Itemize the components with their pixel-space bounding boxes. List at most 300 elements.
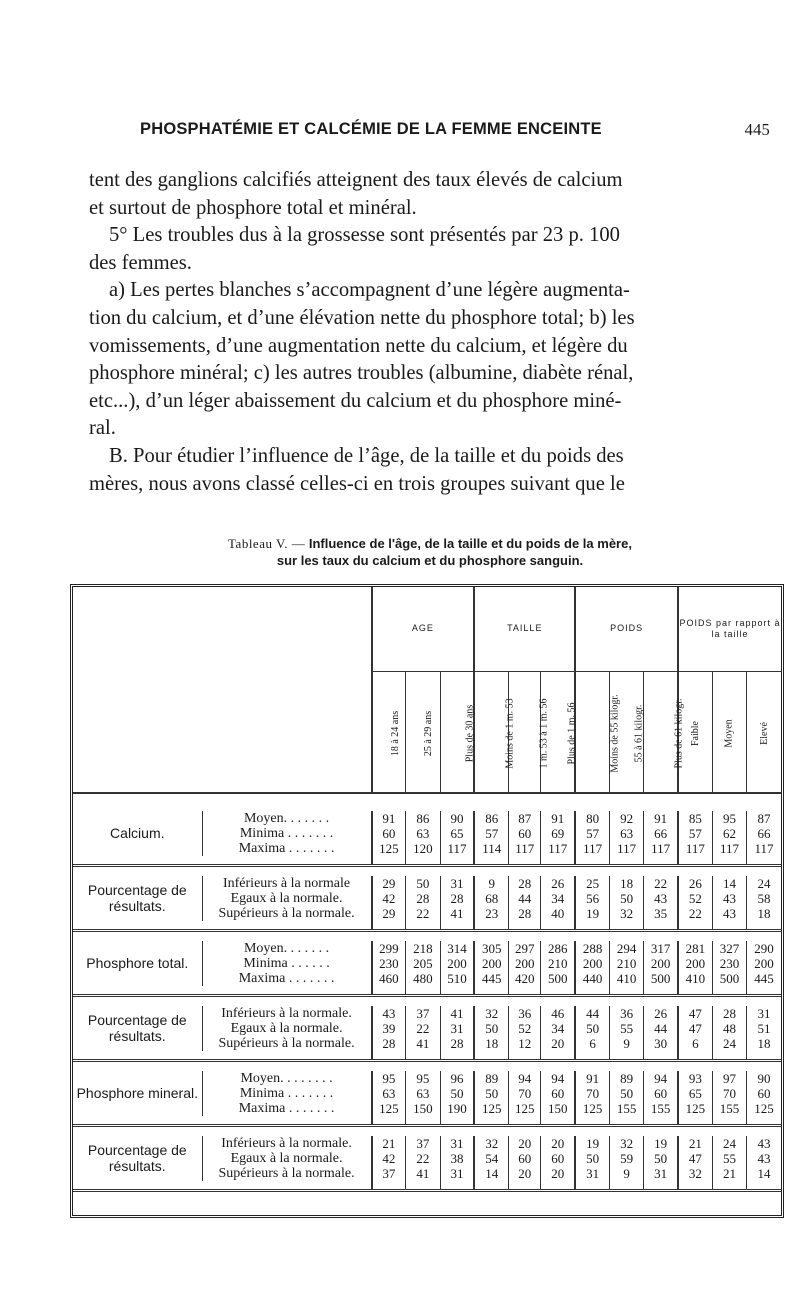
table-cell: 29 bbox=[372, 876, 406, 891]
group-poids-taille: POIDS par rapport à la taille bbox=[678, 587, 781, 671]
table-cell: 50 bbox=[575, 1151, 609, 1166]
table-cell: 125 bbox=[372, 1101, 406, 1116]
table-cell: 91 bbox=[541, 811, 575, 826]
table-cell: 22 bbox=[644, 876, 678, 891]
table-cell: 32 bbox=[609, 1136, 643, 1151]
table-cell: 18 bbox=[474, 1036, 508, 1051]
corner-cell bbox=[73, 587, 372, 793]
table-cell: 32 bbox=[609, 906, 643, 921]
block-rule bbox=[474, 856, 508, 866]
block-label: Pourcentage de résultats. bbox=[87, 882, 187, 914]
block-label: Pourcentage de résultats. bbox=[87, 1142, 187, 1174]
text-line: etc...), d’un léger abaissement du calcium et du phosphore miné- bbox=[89, 389, 622, 412]
table-cell: 12 bbox=[509, 1036, 541, 1051]
table-cell: 50 bbox=[644, 1151, 678, 1166]
table-cell: 40 bbox=[541, 906, 575, 921]
table-cell: 19 bbox=[575, 906, 609, 921]
table-row bbox=[73, 941, 781, 956]
table-cell: 37 bbox=[406, 1136, 440, 1151]
block-rule bbox=[747, 986, 781, 996]
table-cell: 200 bbox=[644, 956, 678, 971]
block-rule bbox=[440, 921, 474, 931]
table-cell: 43 bbox=[644, 891, 678, 906]
table-cell: 57 bbox=[575, 826, 609, 841]
table-cell: 48 bbox=[712, 1021, 746, 1036]
block-rule bbox=[372, 1181, 406, 1191]
block-rule bbox=[73, 921, 372, 931]
table-cell: 31 bbox=[440, 876, 474, 891]
subcolumn-label: Plus de 1 m. 56 bbox=[566, 702, 578, 764]
table-cell: 44 bbox=[575, 1006, 609, 1021]
subcolumn-header bbox=[712, 671, 746, 793]
table-cell: 22 bbox=[406, 906, 440, 921]
table-cell: 55 bbox=[609, 1021, 643, 1036]
table-cell: 70 bbox=[712, 1086, 746, 1101]
table-cell: 230 bbox=[372, 956, 406, 971]
table-cell: 125 bbox=[474, 1101, 508, 1116]
block-label: Phosphore mineral. bbox=[76, 1085, 198, 1101]
table-cell: 94 bbox=[509, 1071, 541, 1086]
table-cell: 94 bbox=[541, 1071, 575, 1086]
table-cell: 14 bbox=[474, 1166, 508, 1181]
table-cell: 69 bbox=[541, 826, 575, 841]
table-cell: 125 bbox=[575, 1101, 609, 1116]
block-rule bbox=[747, 856, 781, 866]
block-spacer bbox=[73, 793, 781, 811]
text-line: et surtout de phosphore total et minéral. bbox=[89, 196, 417, 219]
block-rule bbox=[609, 1181, 643, 1191]
table-cell: 460 bbox=[372, 971, 406, 986]
block-rule bbox=[712, 1116, 746, 1126]
subcolumn-header bbox=[406, 671, 440, 793]
text-line: tion du calcium, et d’une élévation nette du phosphore total; b) les bbox=[89, 306, 635, 329]
table-cell: 35 bbox=[644, 906, 678, 921]
table-cell: 510 bbox=[440, 971, 474, 986]
text-line: vomissements, d’une augmentation nette du calcium, et légère du bbox=[89, 334, 628, 357]
table-cell: 62 bbox=[712, 826, 746, 841]
table-cell: 89 bbox=[609, 1071, 643, 1086]
table-cell: 200 bbox=[678, 956, 712, 971]
block-rule bbox=[712, 856, 746, 866]
table-cell: 294 bbox=[609, 941, 643, 956]
table-cell: 125 bbox=[372, 841, 406, 856]
block-rule bbox=[609, 1116, 643, 1126]
block-rule bbox=[372, 986, 406, 996]
table-cell: 93 bbox=[678, 1071, 712, 1086]
block-rule bbox=[644, 1181, 678, 1191]
table-cell: 43 bbox=[712, 891, 746, 906]
row-label: Supérieurs à la normale. bbox=[202, 1166, 371, 1181]
block-rule bbox=[509, 856, 541, 866]
table-cell: 65 bbox=[440, 826, 474, 841]
table-cell: 50 bbox=[440, 1086, 474, 1101]
block-rule bbox=[644, 986, 678, 996]
table-cell: 87 bbox=[509, 811, 541, 826]
block-rule bbox=[712, 1051, 746, 1061]
table-cell: 50 bbox=[406, 876, 440, 891]
table-cell: 66 bbox=[747, 826, 781, 841]
row-label: Inférieurs à la normale. bbox=[202, 1006, 371, 1021]
table-row bbox=[73, 811, 781, 826]
block-spacer bbox=[73, 1061, 781, 1071]
block-rule bbox=[440, 856, 474, 866]
table-cell: 91 bbox=[372, 811, 406, 826]
subcolumn-header bbox=[644, 671, 685, 793]
table-cell: 297 bbox=[509, 941, 541, 956]
block-rule bbox=[73, 1051, 372, 1061]
table-cell: 117 bbox=[440, 841, 474, 856]
table-cell: 440 bbox=[575, 971, 609, 986]
text-line: phosphore minéral; c) les autres troubles (albumine, diabète rénal, bbox=[89, 362, 634, 385]
block-rule bbox=[372, 921, 406, 931]
table-cell: 210 bbox=[609, 956, 643, 971]
table-cell: 480 bbox=[406, 971, 440, 986]
table-cell: 51 bbox=[747, 1021, 781, 1036]
block-rule bbox=[509, 1116, 541, 1126]
table-cell: 60 bbox=[372, 826, 406, 841]
block-spacer bbox=[73, 866, 781, 876]
table-cell: 50 bbox=[609, 1086, 643, 1101]
block-label: Calcium. bbox=[110, 825, 165, 841]
table-cell: 32 bbox=[474, 1006, 508, 1021]
text-line: ral. bbox=[89, 417, 116, 440]
table-cell: 24 bbox=[747, 876, 781, 891]
table-cell: 60 bbox=[509, 1151, 541, 1166]
table-cell: 200 bbox=[474, 956, 508, 971]
block-rule bbox=[509, 921, 541, 931]
table-cell: 37 bbox=[406, 1006, 440, 1021]
table-cell: 63 bbox=[609, 826, 643, 841]
table-cell: 299 bbox=[372, 941, 406, 956]
row-label: Inférieurs à la normale. bbox=[202, 1136, 371, 1151]
table-cell: 445 bbox=[747, 971, 781, 986]
table-cell: 89 bbox=[474, 1071, 508, 1086]
table-cell: 20 bbox=[541, 1166, 575, 1181]
table-cell: 90 bbox=[747, 1071, 781, 1086]
block-rule bbox=[474, 921, 508, 931]
table-cell: 52 bbox=[678, 891, 712, 906]
table-cell: 117 bbox=[747, 841, 781, 856]
block-rule bbox=[644, 856, 678, 866]
subcolumn-label: Plus de 61 kilogr. bbox=[673, 697, 685, 769]
block-rule bbox=[747, 921, 781, 931]
table-cell: 200 bbox=[747, 956, 781, 971]
table-cell: 28 bbox=[440, 891, 474, 906]
block-rule bbox=[474, 1181, 508, 1191]
row-label: Moyen. . . . . . . bbox=[202, 941, 371, 956]
block-rule bbox=[575, 986, 609, 996]
block-rule bbox=[678, 1116, 712, 1126]
table-cell: 26 bbox=[541, 876, 575, 891]
table-cell: 63 bbox=[406, 1086, 440, 1101]
row-label: Inférieurs à la normale bbox=[202, 876, 371, 891]
table-cell: 80 bbox=[575, 811, 609, 826]
text-line: 5° Les troubles dus à la grossesse sont présentés par 23 p. 100 bbox=[109, 224, 620, 247]
table-cell: 117 bbox=[678, 841, 712, 856]
block-rule bbox=[440, 1116, 474, 1126]
group-poids: POIDS bbox=[575, 587, 678, 671]
block-rule bbox=[474, 986, 508, 996]
block-rule bbox=[747, 1116, 781, 1126]
table-cell: 41 bbox=[406, 1036, 440, 1051]
running-header bbox=[140, 120, 770, 139]
block-rule bbox=[406, 1116, 440, 1126]
subcolumn-header bbox=[747, 671, 781, 793]
block-rule bbox=[509, 1051, 541, 1061]
block-rule bbox=[712, 1181, 746, 1191]
table-cell: 31 bbox=[440, 1136, 474, 1151]
group-taille: TAILLE bbox=[474, 587, 575, 671]
table-cell: 125 bbox=[678, 1101, 712, 1116]
table-cell: 317 bbox=[644, 941, 678, 956]
block-rule bbox=[575, 856, 609, 866]
table-cell: 42 bbox=[372, 1151, 406, 1166]
table-cell: 96 bbox=[440, 1071, 474, 1086]
table-cell: 500 bbox=[541, 971, 575, 986]
subcolumn-label: 18 à 24 ans bbox=[389, 710, 401, 756]
table-cell: 52 bbox=[509, 1021, 541, 1036]
table-cell: 20 bbox=[541, 1036, 575, 1051]
table-cell: 125 bbox=[509, 1101, 541, 1116]
table-cell: 19 bbox=[644, 1136, 678, 1151]
table-cell: 20 bbox=[509, 1136, 541, 1151]
caption-line-2: sur les taux du calcium et du phosphore sanguin. bbox=[276, 553, 584, 568]
table-cell: 22 bbox=[406, 1021, 440, 1036]
table-cell: 19 bbox=[575, 1136, 609, 1151]
table-cell: 57 bbox=[474, 826, 508, 841]
row-label: Maxima . . . . . . . bbox=[202, 971, 371, 986]
subcolumn-label: Moins de 55 kilogr. bbox=[609, 693, 621, 773]
row-label: Minima . . . . . . bbox=[202, 956, 371, 971]
subcolumn-header bbox=[372, 671, 406, 793]
table-cell: 25 bbox=[575, 876, 609, 891]
table-cell: 31 bbox=[440, 1166, 474, 1181]
table-cell: 43 bbox=[747, 1136, 781, 1151]
table-cell: 20 bbox=[509, 1166, 541, 1181]
block-rule bbox=[73, 1116, 372, 1126]
table-cell: 281 bbox=[678, 941, 712, 956]
table-cell: 114 bbox=[474, 841, 508, 856]
table-cell: 26 bbox=[678, 876, 712, 891]
table-cell: 36 bbox=[509, 1006, 541, 1021]
text-line: B. Pour étudier l’influence de l’âge, de la taille et du poids des bbox=[109, 444, 624, 467]
page-number: 445 bbox=[744, 120, 770, 139]
table-cell: 37 bbox=[372, 1166, 406, 1181]
block-rule bbox=[372, 1116, 406, 1126]
table-cell: 87 bbox=[747, 811, 781, 826]
table-cell: 85 bbox=[678, 811, 712, 826]
table-caption bbox=[80, 535, 780, 569]
table-cell: 50 bbox=[474, 1086, 508, 1101]
table-cell: 32 bbox=[474, 1136, 508, 1151]
table-cell: 50 bbox=[474, 1021, 508, 1036]
table-cell: 56 bbox=[575, 891, 609, 906]
table-cell: 117 bbox=[541, 841, 575, 856]
table-cell: 28 bbox=[406, 891, 440, 906]
block-rule bbox=[541, 921, 575, 931]
table-cell: 305 bbox=[474, 941, 508, 956]
table-cell: 60 bbox=[509, 826, 541, 841]
table-cell: 31 bbox=[644, 1166, 678, 1181]
table-cell: 288 bbox=[575, 941, 609, 956]
block-rule bbox=[406, 1051, 440, 1061]
group-age: AGE bbox=[372, 587, 475, 671]
caption-label: Tableau V. — bbox=[228, 536, 306, 551]
table-cell: 21 bbox=[712, 1166, 746, 1181]
block-rule bbox=[541, 986, 575, 996]
table-cell: 155 bbox=[712, 1101, 746, 1116]
table-cell: 24 bbox=[712, 1136, 746, 1151]
table-cell: 21 bbox=[372, 1136, 406, 1151]
block-rule bbox=[644, 921, 678, 931]
table-cell: 22 bbox=[678, 906, 712, 921]
table-cell: 91 bbox=[575, 1071, 609, 1086]
table-cell: 327 bbox=[712, 941, 746, 956]
row-label: Moyen. . . . . . . . bbox=[202, 1071, 371, 1086]
row-label: Egaux à la normale. bbox=[202, 891, 371, 906]
table-cell: 60 bbox=[541, 1086, 575, 1101]
table-cell: 9 bbox=[609, 1166, 643, 1181]
subcolumn-label: Elevé bbox=[758, 721, 770, 745]
table-cell: 218 bbox=[406, 941, 440, 956]
block-rule bbox=[609, 986, 643, 996]
table-cell: 59 bbox=[609, 1151, 643, 1166]
table-cell: 200 bbox=[575, 956, 609, 971]
table-cell: 6 bbox=[678, 1036, 712, 1051]
table-cell: 24 bbox=[712, 1036, 746, 1051]
row-label: Maxima . . . . . . . bbox=[202, 1101, 371, 1116]
table-cell: 28 bbox=[509, 876, 541, 891]
subcolumn-header bbox=[440, 671, 474, 793]
block-rule bbox=[678, 856, 712, 866]
table-cell: 314 bbox=[440, 941, 474, 956]
table-cell: 38 bbox=[440, 1151, 474, 1166]
block-rule bbox=[406, 1181, 440, 1191]
table-cell: 190 bbox=[440, 1101, 474, 1116]
table-cell: 55 bbox=[712, 1151, 746, 1166]
block-label: Phosphore total. bbox=[86, 955, 189, 971]
text-line: a) Les pertes blanches s’accompagnent d’une légère augmenta- bbox=[109, 279, 630, 302]
table-cell: 31 bbox=[440, 1021, 474, 1036]
block-rule bbox=[73, 1181, 372, 1191]
table-cell: 29 bbox=[372, 906, 406, 921]
table-cell: 92 bbox=[609, 811, 643, 826]
block-rule bbox=[575, 1116, 609, 1126]
block-rule bbox=[440, 1181, 474, 1191]
block-rule bbox=[678, 986, 712, 996]
table-cell: 32 bbox=[678, 1166, 712, 1181]
table-cell: 41 bbox=[440, 906, 474, 921]
table-cell: 44 bbox=[509, 891, 541, 906]
table-cell: 200 bbox=[440, 956, 474, 971]
table-cell: 117 bbox=[575, 841, 609, 856]
table-cell: 36 bbox=[609, 1006, 643, 1021]
table-cell: 41 bbox=[440, 1006, 474, 1021]
table-cell: 155 bbox=[644, 1101, 678, 1116]
table-cell: 230 bbox=[712, 956, 746, 971]
caption-line-1: Influence de l'âge, de la taille et du poids de la mère, bbox=[308, 536, 632, 551]
table-cell: 39 bbox=[372, 1021, 406, 1036]
table-row bbox=[73, 1071, 781, 1086]
subcolumn-label: 25 à 29 ans bbox=[423, 710, 435, 756]
table-row bbox=[73, 1136, 781, 1151]
block-rule bbox=[474, 1116, 508, 1126]
table-cell: 18 bbox=[747, 906, 781, 921]
table-cell: 43 bbox=[712, 906, 746, 921]
table-cell: 54 bbox=[474, 1151, 508, 1166]
table-cell: 94 bbox=[644, 1071, 678, 1086]
table-cell: 120 bbox=[406, 841, 440, 856]
subcolumn-header bbox=[575, 671, 621, 793]
block-rule bbox=[73, 856, 372, 866]
subcolumn-label: 55 à 61 kilogr. bbox=[633, 704, 645, 762]
table-cell: 68 bbox=[474, 891, 508, 906]
table-cell: 200 bbox=[509, 956, 541, 971]
block-spacer bbox=[73, 931, 781, 941]
row-label: Egaux à la normale. bbox=[202, 1021, 371, 1036]
table-cell: 18 bbox=[747, 1036, 781, 1051]
row-label: Moyen. . . . . . . bbox=[202, 811, 371, 826]
block-rule bbox=[678, 1181, 712, 1191]
table-cell: 410 bbox=[678, 971, 712, 986]
table-cell: 445 bbox=[474, 971, 508, 986]
row-label: Supérieurs à la normale. bbox=[202, 906, 371, 921]
table-cell: 60 bbox=[747, 1086, 781, 1101]
block-rule bbox=[372, 1051, 406, 1061]
table-cell: 210 bbox=[541, 956, 575, 971]
row-label: Minima . . . . . . . bbox=[202, 826, 371, 841]
table-cell: 500 bbox=[712, 971, 746, 986]
table-cell: 286 bbox=[541, 941, 575, 956]
subcolumn-label: Plus de 30 ans bbox=[463, 704, 475, 762]
table-cell: 50 bbox=[609, 891, 643, 906]
table-cell: 6 bbox=[575, 1036, 609, 1051]
block-rule bbox=[678, 921, 712, 931]
block-rule bbox=[541, 856, 575, 866]
table-cell: 420 bbox=[509, 971, 541, 986]
block-rule bbox=[609, 921, 643, 931]
table-cell: 47 bbox=[678, 1151, 712, 1166]
block-rule bbox=[609, 856, 643, 866]
block-rule bbox=[747, 1181, 781, 1191]
table-cell: 70 bbox=[575, 1086, 609, 1101]
row-label: Minima . . . . . . . bbox=[202, 1086, 371, 1101]
table-cell: 46 bbox=[541, 1006, 575, 1021]
table-cell: 28 bbox=[509, 906, 541, 921]
table-cell: 34 bbox=[541, 1021, 575, 1036]
subcolumn-label: Moins de 1 m. 53 bbox=[505, 697, 516, 769]
table-row bbox=[73, 1006, 781, 1021]
table-cell: 28 bbox=[372, 1036, 406, 1051]
table-cell: 14 bbox=[747, 1166, 781, 1181]
block-rule bbox=[406, 856, 440, 866]
table-frame bbox=[70, 584, 784, 1218]
block-rule bbox=[541, 1116, 575, 1126]
table-cell: 42 bbox=[372, 891, 406, 906]
block-rule bbox=[406, 921, 440, 931]
block-rule bbox=[609, 1051, 643, 1061]
table-cell: 14 bbox=[712, 876, 746, 891]
table-cell: 86 bbox=[474, 811, 508, 826]
table-cell: 50 bbox=[575, 1021, 609, 1036]
block-rule bbox=[747, 1051, 781, 1061]
block-spacer bbox=[73, 1126, 781, 1136]
table-cell: 66 bbox=[644, 826, 678, 841]
table-cell: 90 bbox=[440, 811, 474, 826]
table-cell: 60 bbox=[541, 1151, 575, 1166]
table-cell: 47 bbox=[678, 1006, 712, 1021]
text-line: tent des ganglions calcifiés atteignent des taux élevés de calcium bbox=[89, 169, 623, 191]
